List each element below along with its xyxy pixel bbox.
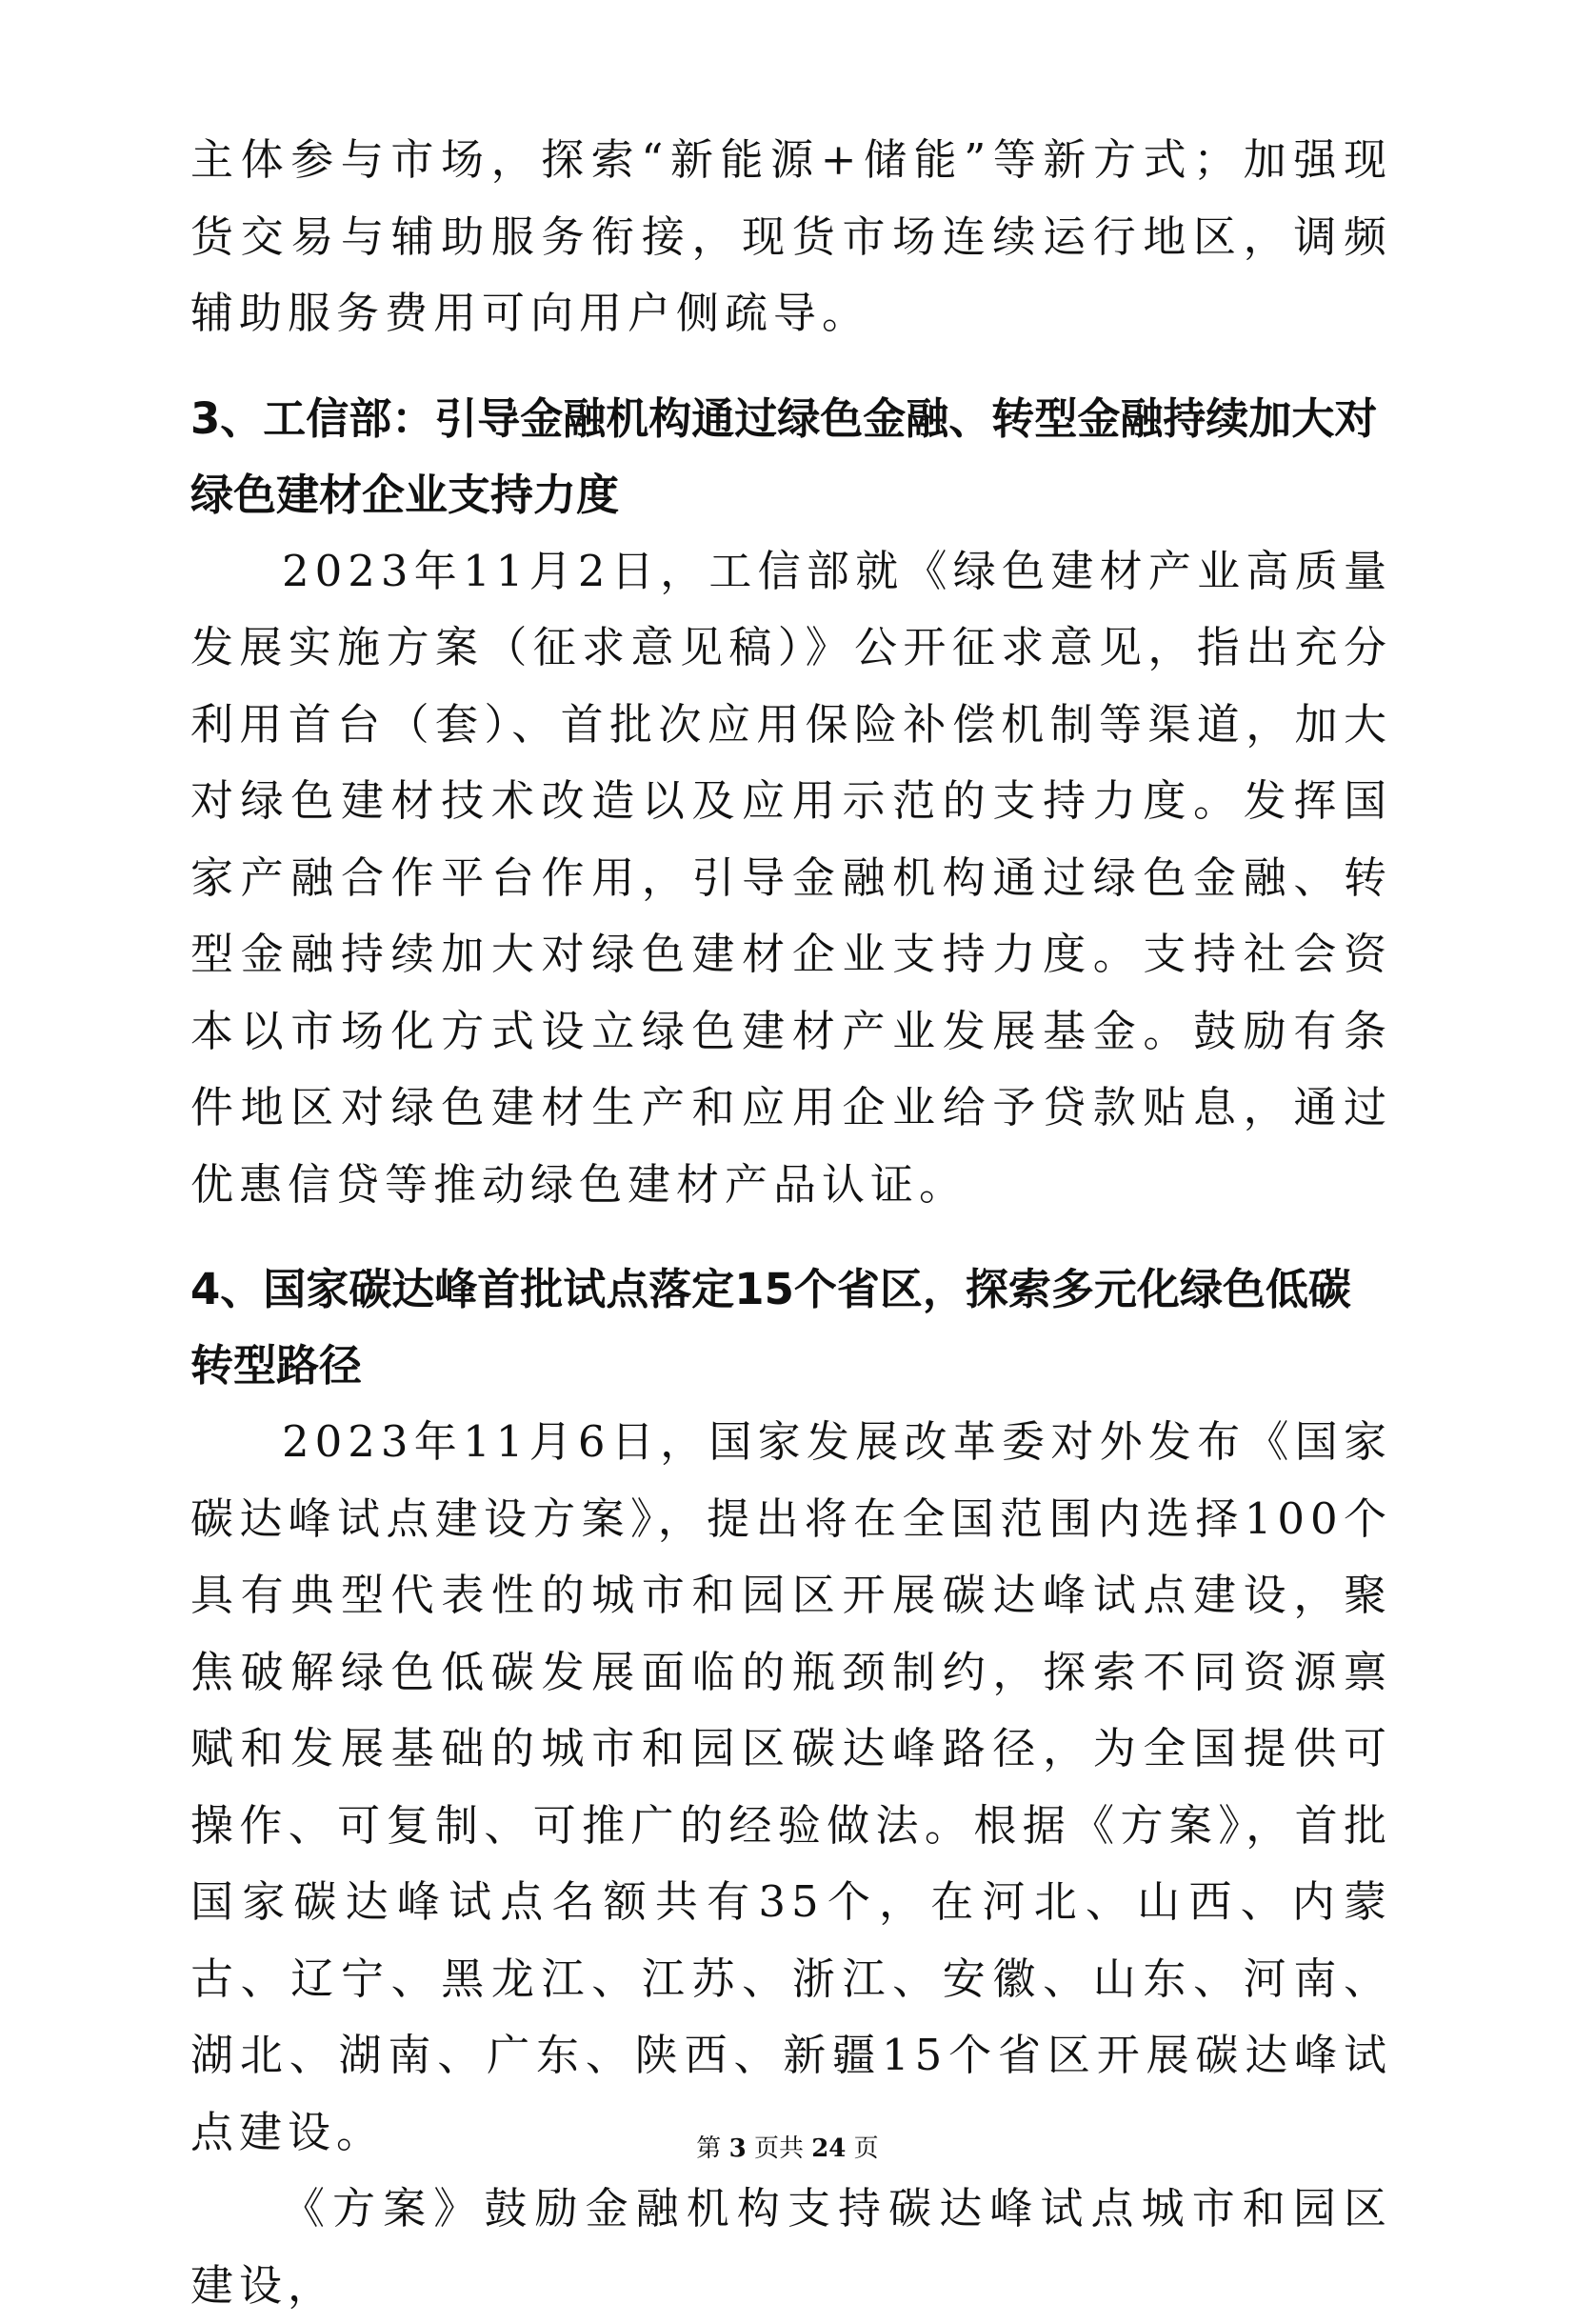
footer-page-total: 24 <box>811 2134 847 2163</box>
section-4-paragraph-2: 《方案》鼓励金融机构支持碳达峰试点城市和园区建设， <box>190 2183 1392 2311</box>
intro-paragraph: 主体参与市场，探索“新能源+储能”等新方式；加强现货交易与辅助服务衔接，现货市场连续运行地区，调频辅助服务费用可向用户侧疏导。 <box>190 134 1392 338</box>
section-4-heading: 4、国家碳达峰首批试点落定15个省区，探索多元化绿色低碳转型路径 <box>190 1264 1351 1391</box>
footer-prefix: 第 <box>696 2134 722 2163</box>
footer-middle: 页共 <box>753 2134 804 2163</box>
page-content <box>190 122 1392 2324</box>
footer-page-current: 3 <box>728 2134 747 2163</box>
section-3-paragraph: 2023年11月2日，工信部就《绿色建材产业高质量发展实施方案（征求意见稿）》公开征求意见，指出充分利用首台（套）、首批次应用保险补偿机制等渠道，加大对绿色建材技术改造以及应用示范的支持力度。发挥国家产融合作平台作用，引导金融机构通过绿色金融、转型金融持续加大对绿色建材企业支持力度。支持社会资本以市场化方式设立绿色建材产业发展基金。鼓励有条件地区对绿色建材生产和应用企业给予贷款贴息，通过优惠信贷等推动绿色建材产品认证。 <box>190 545 1392 1210</box>
footer-suffix: 页 <box>853 2134 879 2163</box>
section-3-heading: 3、工信部：引导金融机构通过绿色金融、转型金融持续加大对绿色建材企业支持力度 <box>190 392 1378 520</box>
section-4-paragraph: 2023年11月6日，国家发展改革委对外发布《国家碳达峰试点建设方案》，提出将在全国范围内选择100个具有典型代表性的城市和园区开展碳达峰试点建设，聚焦破解绿色低碳发展面临的瓶颈制约，探索不同资源禀赋和发展基础的城市和园区碳达峰路径，为全国提供可操作、可复制、可推广的经验做法。根据《方案》，首批国家碳达峰试点名额共有35个，在河北、山西、内蒙古、辽宁、黑龙江、江苏、浙江、安徽、山东、河南、湖北、湖南、广东、陕西、新疆15个省区开展碳达峰试点建设。 <box>190 1416 1392 2157</box>
page-footer <box>0 2134 1575 2164</box>
